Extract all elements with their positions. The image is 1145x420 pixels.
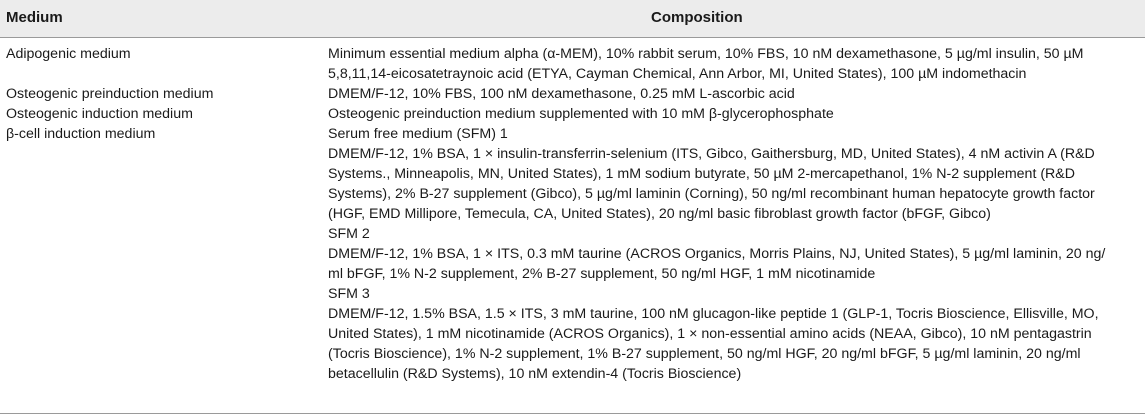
composition-line: ml bFGF, 1% N-2 supplement, 2% B-27 supplement, 50 ng/ml HGF, 1 mM nicotinamide [328, 266, 876, 282]
medium-cell: Osteogenic preinduction medium [6, 86, 214, 102]
table-row [0, 104, 1145, 124]
composition-cell [328, 124, 1140, 384]
composition-line: Serum free medium (SFM) 1 [328, 126, 508, 142]
table-row [0, 84, 1145, 104]
composition-line: Systems), 2% B-27 supplement (Gibco), 5 µg/ml laminin (Corning), 50 ng/ml recombinant human hepatocyte growth factor [328, 186, 1095, 202]
composition-line: SFM 2 [328, 226, 370, 242]
table-bottom-rule [0, 413, 1145, 414]
medium-cell: Adipogenic medium [6, 46, 131, 62]
composition-line: 5,8,11,14-eicosatetraynoic acid (ETYA, Cayman Chemical, Ann Arbor, MI, United States), 100 µM indomethacin [328, 66, 1027, 82]
medium-cell: Osteogenic induction medium [6, 106, 193, 122]
table-row [0, 44, 1145, 84]
composition-line: (HGF, EMD Millipore, Temecula, CA, United States), 20 ng/ml basic fibroblast growth factor (bFGF, Gibco) [328, 206, 991, 222]
composition-line: DMEM/F-12, 1.5% BSA, 1.5 × ITS, 3 mM taurine, 100 nM glucagon-like peptide 1 (GLP-1, Tocris Bioscience, Ellisville, MO, [328, 306, 1099, 322]
composition-line: (Tocris Bioscience), 1% N-2 supplement, 1% B-27 supplement, 50 ng/ml HGF, 20 ng/ml bFGF, 5 µg/ml laminin, 20 ng/ml [328, 346, 1081, 362]
table-body [0, 44, 1145, 384]
composition-line: Systems., Minneapolis, MN, United States), 1 mM sodium butyrate, 50 µM 2-mercapethanol, 1% N-2 supplement (R&D [328, 166, 1076, 182]
composition-line: DMEM/F-12, 1% BSA, 1 × ITS, 0.3 mM taurine (ACROS Organics, Morris Plains, NJ, United States), 5 µg/ml laminin, 20 ng/ [328, 246, 1106, 262]
table-row [0, 124, 1145, 384]
medium-cell: β-cell induction medium [6, 126, 156, 142]
composition-line: SFM 3 [328, 286, 370, 302]
composition-line: United States), 1 mM nicotinamide (ACROS Organics), 1 × non-essential amino acids (NEAA, Gibco), 10 nM pentagastrin [328, 326, 1092, 342]
composition-line: DMEM/F-12, 10% FBS, 100 nM dexamethasone, 0.25 mM L-ascorbic acid [328, 86, 795, 102]
table-header [0, 0, 1145, 38]
composition-cell [328, 44, 1140, 84]
composition-line: DMEM/F-12, 1% BSA, 1 × insulin-transferrin-selenium (ITS, Gibco, Gaithersburg, MD, United States), 4 nM activin A (R&D [328, 146, 1095, 162]
composition-line: Minimum essential medium alpha (α-MEM), 10% rabbit serum, 10% FBS, 10 nM dexamethasone, 5 µg/ml insulin, 50 µM [328, 46, 1084, 62]
composition-cell [328, 84, 1140, 104]
composition-cell [328, 104, 1140, 124]
composition-line: Osteogenic preinduction medium supplemented with 10 mM β-glycerophosphate [328, 106, 834, 122]
header-medium: Medium [6, 9, 63, 26]
composition-line: betacellulin (R&D Systems), 10 nM extendin-4 (Tocris Bioscience) [328, 366, 742, 382]
header-composition: Composition [651, 9, 743, 26]
